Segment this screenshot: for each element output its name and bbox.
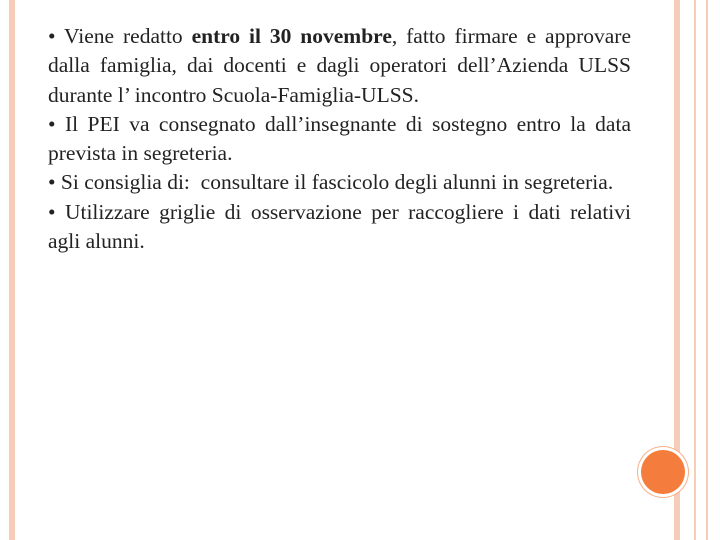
bullet-text: Si consiglia di: consultare il fascicolo degli alunni in segreteria. [55, 170, 614, 195]
bullet-item [48, 22, 631, 110]
bullet-marker: • [48, 170, 56, 195]
decorative-vertical-line [694, 0, 696, 540]
bullet-text-bold: entro il 30 novembre [191, 24, 392, 48]
decorative-circle [641, 450, 685, 494]
bullet-text: , fatto firmare e approvare dalla famiglia, dai docenti e dagli operatori dell’Azienda ULSS durante l’ incontro Scuola-Famiglia-ULSS. [48, 24, 632, 107]
bullet-item [48, 110, 631, 169]
bullet-marker: • [48, 24, 56, 48]
bullet-text: Viene redatto [55, 24, 192, 48]
bullet-item [48, 168, 631, 197]
bullet-marker: • [48, 111, 56, 136]
decorative-vertical-line [706, 0, 708, 540]
bullet-marker: • [48, 199, 56, 224]
bullet-item [48, 198, 631, 257]
slide-body-text [48, 22, 631, 256]
bullet-text: Utilizzare griglie di osservazione per raccogliere i dati relativi agli alunni. [48, 199, 631, 254]
bullet-text: Il PEI va consegnato dall’insegnante di sostegno entro la data prevista in segreteria. [48, 111, 631, 166]
